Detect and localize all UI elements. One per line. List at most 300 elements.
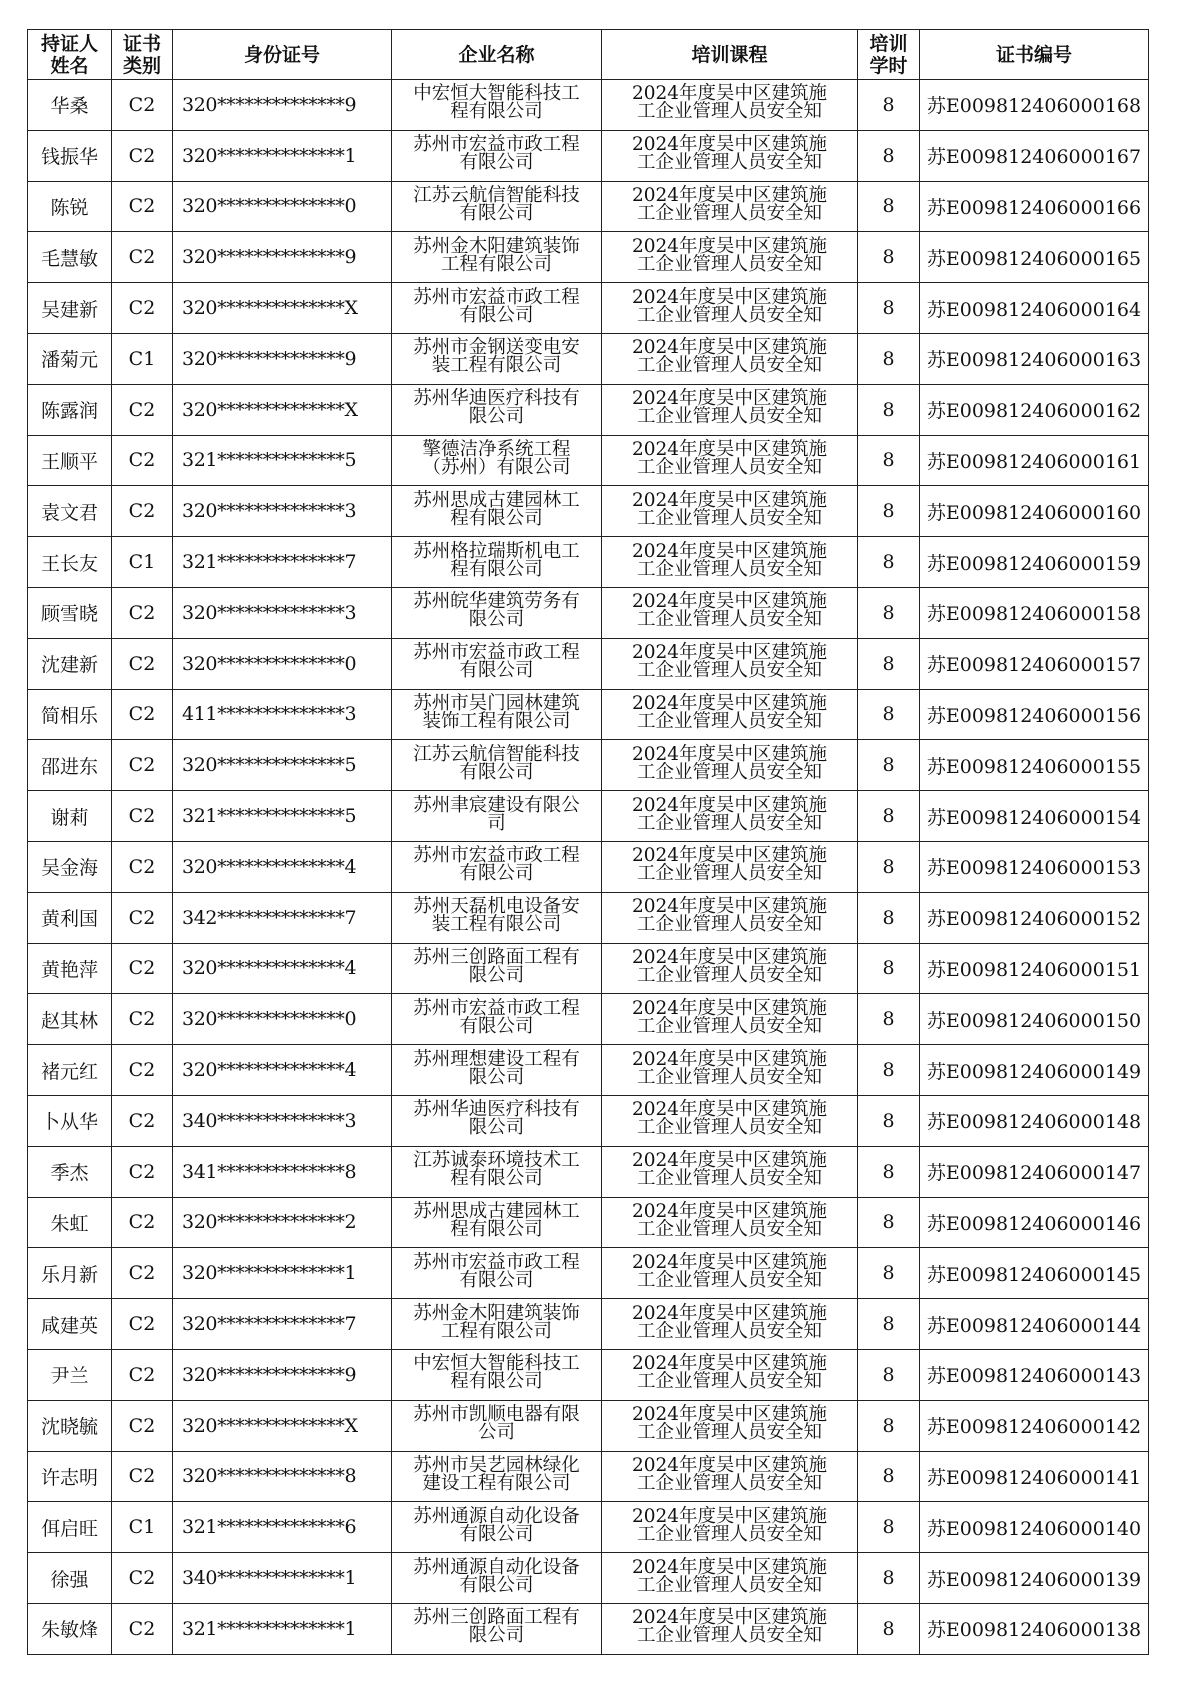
table-row xyxy=(28,1451,1149,1502)
cell-cert-number: 苏E009812406000151 xyxy=(920,943,1149,994)
cell-course xyxy=(602,486,858,537)
cell-company xyxy=(392,283,602,334)
cell-id-number: 340**************1 xyxy=(173,1553,392,1604)
cell-name: 赵其林 xyxy=(28,994,112,1045)
cell-company xyxy=(392,638,602,689)
cell-course xyxy=(602,1299,858,1350)
cell-id-number: 342**************7 xyxy=(173,892,392,943)
cell-name: 尹兰 xyxy=(28,1349,112,1400)
table-row xyxy=(28,1197,1149,1248)
course-line-2: 工企业管理人员安全知 xyxy=(636,1320,822,1342)
cell-cert-type: C2 xyxy=(112,587,173,638)
company-line-2: 限公司 xyxy=(468,964,525,986)
cell-cert-type: C2 xyxy=(112,638,173,689)
cell-cert-type: C2 xyxy=(112,1248,173,1299)
cell-company xyxy=(392,80,602,131)
course-line-2: 工企业管理人员安全知 xyxy=(636,1168,822,1190)
course-line-1: 2024年度吴中区建筑施 xyxy=(631,997,828,1019)
cell-hours: 8 xyxy=(858,1146,920,1197)
table-row xyxy=(28,1146,1149,1197)
cell-cert-type: C2 xyxy=(112,130,173,181)
course-line-2: 工企业管理人员安全知 xyxy=(636,355,822,377)
cell-course xyxy=(602,892,858,943)
table-row xyxy=(28,1248,1149,1299)
course-line-2: 工企业管理人员安全知 xyxy=(636,964,822,986)
cell-company xyxy=(392,1299,602,1350)
cell-cert-type: C2 xyxy=(112,1400,173,1451)
company-line-2: 公司 xyxy=(477,1422,515,1444)
cell-name: 简相乐 xyxy=(28,689,112,740)
course-line-1: 2024年度吴中区建筑施 xyxy=(631,184,828,206)
cell-id-number: 321**************6 xyxy=(173,1502,392,1553)
cell-company xyxy=(392,1349,602,1400)
cell-id-number: 320**************0 xyxy=(173,994,392,1045)
cell-cert-type: C2 xyxy=(112,283,173,334)
cell-company xyxy=(392,1248,602,1299)
company-line-2: 限公司 xyxy=(468,609,525,631)
table-row xyxy=(28,486,1149,537)
cell-cert-type: C2 xyxy=(112,791,173,842)
company-line-2: 工程有限公司 xyxy=(440,1320,552,1342)
table-row xyxy=(28,791,1149,842)
cell-id-number: 320**************1 xyxy=(173,1248,392,1299)
cell-hours: 8 xyxy=(858,130,920,181)
cell-id-number: 320**************9 xyxy=(173,80,392,131)
course-line-1: 2024年度吴中区建筑施 xyxy=(631,1048,828,1070)
cell-course xyxy=(602,841,858,892)
cell-id-number: 321**************1 xyxy=(173,1603,392,1654)
cell-name: 咸建英 xyxy=(28,1299,112,1350)
cell-company xyxy=(392,1146,602,1197)
cell-company xyxy=(392,486,602,537)
company-line-1: 苏州金木阳建筑装饰 xyxy=(413,1302,580,1324)
company-line-2: 程有限公司 xyxy=(450,558,543,580)
course-line-1: 2024年度吴中区建筑施 xyxy=(631,794,828,816)
course-line-1: 2024年度吴中区建筑施 xyxy=(631,845,828,867)
cell-course xyxy=(602,740,858,791)
cell-name: 吴建新 xyxy=(28,283,112,334)
company-line-1: 苏州市宏益市政工程 xyxy=(413,134,580,156)
company-line-1: 苏州聿宸建设有限公 xyxy=(413,794,580,816)
cell-id-number: 320**************0 xyxy=(173,181,392,232)
cell-cert-number: 苏E009812406000152 xyxy=(920,892,1149,943)
course-line-1: 2024年度吴中区建筑施 xyxy=(631,438,828,460)
table-body xyxy=(28,80,1149,1655)
company-line-1: 苏州市宏益市政工程 xyxy=(413,642,580,664)
cell-id-number: 320**************8 xyxy=(173,1451,392,1502)
course-line-1: 2024年度吴中区建筑施 xyxy=(631,1150,828,1172)
company-line-2: 装工程有限公司 xyxy=(431,355,562,377)
table-row xyxy=(28,537,1149,588)
cell-cert-number: 苏E009812406000142 xyxy=(920,1400,1149,1451)
course-line-2: 工企业管理人员安全知 xyxy=(636,1472,822,1494)
cell-company xyxy=(392,1400,602,1451)
company-line-2: 限公司 xyxy=(468,1117,525,1139)
cell-cert-number: 苏E009812406000164 xyxy=(920,283,1149,334)
cell-hours: 8 xyxy=(858,232,920,283)
header-company: 企业名称 xyxy=(392,30,602,80)
table-row xyxy=(28,181,1149,232)
table-row xyxy=(28,80,1149,131)
cell-cert-type: C2 xyxy=(112,1603,173,1654)
course-line-2: 工企业管理人员安全知 xyxy=(636,507,822,529)
course-line-2: 工企业管理人员安全知 xyxy=(636,456,822,478)
header-row xyxy=(28,30,1149,80)
cell-name: 陈露润 xyxy=(28,384,112,435)
course-line-1: 2024年度吴中区建筑施 xyxy=(631,692,828,714)
cell-course xyxy=(602,333,858,384)
cell-course xyxy=(602,1248,858,1299)
cell-id-number: 320**************7 xyxy=(173,1299,392,1350)
course-line-2: 工企业管理人员安全知 xyxy=(636,812,822,834)
cell-cert-type: C2 xyxy=(112,1553,173,1604)
cell-company xyxy=(392,181,602,232)
cell-id-number: 341**************8 xyxy=(173,1146,392,1197)
cell-company xyxy=(392,943,602,994)
company-line-2: 有限公司 xyxy=(459,863,534,885)
cell-cert-number: 苏E009812406000147 xyxy=(920,1146,1149,1197)
company-line-2: 有限公司 xyxy=(459,761,534,783)
cell-cert-type: C1 xyxy=(112,537,173,588)
cell-id-number: 320**************3 xyxy=(173,486,392,537)
cell-hours: 8 xyxy=(858,1451,920,1502)
company-line-2: 装饰工程有限公司 xyxy=(422,710,571,732)
company-line-2: 有限公司 xyxy=(459,1269,534,1291)
company-line-1: 中宏恒大智能科技工 xyxy=(413,1353,580,1375)
cell-hours: 8 xyxy=(858,1400,920,1451)
company-line-2: 有限公司 xyxy=(459,1574,534,1596)
cell-course xyxy=(602,1095,858,1146)
cell-cert-number: 苏E009812406000167 xyxy=(920,130,1149,181)
company-line-2: 有限公司 xyxy=(459,152,534,174)
cell-cert-number: 苏E009812406000163 xyxy=(920,333,1149,384)
cell-hours: 8 xyxy=(858,740,920,791)
course-line-2: 工企业管理人员安全知 xyxy=(636,761,822,783)
course-line-1: 2024年度吴中区建筑施 xyxy=(631,1505,828,1527)
cell-course xyxy=(602,1349,858,1400)
header-name: 持证人 姓名 xyxy=(28,30,112,80)
company-line-1: 苏州市凯顺电器有限 xyxy=(413,1404,580,1426)
course-line-1: 2024年度吴中区建筑施 xyxy=(631,896,828,918)
cell-company xyxy=(392,1045,602,1096)
table-row xyxy=(28,841,1149,892)
cell-cert-type: C2 xyxy=(112,1451,173,1502)
cell-cert-number: 苏E009812406000146 xyxy=(920,1197,1149,1248)
cell-cert-type: C2 xyxy=(112,892,173,943)
course-line-1: 2024年度吴中区建筑施 xyxy=(631,1302,828,1324)
course-line-1: 2024年度吴中区建筑施 xyxy=(631,1404,828,1426)
cell-company xyxy=(392,1197,602,1248)
course-line-2: 工企业管理人员安全知 xyxy=(636,1218,822,1240)
cell-course xyxy=(602,689,858,740)
company-line-1: 苏州华迪医疗科技有 xyxy=(413,388,580,410)
cell-course xyxy=(602,130,858,181)
course-line-2: 工企业管理人员安全知 xyxy=(636,558,822,580)
table-row xyxy=(28,1045,1149,1096)
cell-name: 谢莉 xyxy=(28,791,112,842)
cell-name: 季杰 xyxy=(28,1146,112,1197)
table-row xyxy=(28,1603,1149,1654)
cell-cert-number: 苏E009812406000145 xyxy=(920,1248,1149,1299)
cell-cert-type: C2 xyxy=(112,689,173,740)
course-line-1: 2024年度吴中区建筑施 xyxy=(631,743,828,765)
cell-hours: 8 xyxy=(858,994,920,1045)
course-line-1: 2024年度吴中区建筑施 xyxy=(631,83,828,105)
cell-id-number: 320**************5 xyxy=(173,740,392,791)
company-line-1: 苏州通源自动化设备 xyxy=(413,1556,580,1578)
cell-id-number: 320**************3 xyxy=(173,587,392,638)
course-line-2: 工企业管理人员安全知 xyxy=(636,609,822,631)
company-line-2: 装工程有限公司 xyxy=(431,914,562,936)
course-line-1: 2024年度吴中区建筑施 xyxy=(631,1353,828,1375)
company-line-2: 有限公司 xyxy=(459,202,534,224)
cell-id-number: 320**************0 xyxy=(173,638,392,689)
cell-name: 徐强 xyxy=(28,1553,112,1604)
company-line-1: 苏州格拉瑞斯机电工 xyxy=(413,540,580,562)
cell-name: 陈锐 xyxy=(28,181,112,232)
course-line-2: 工企业管理人员安全知 xyxy=(636,1015,822,1037)
company-line-1: 苏州市金钢送变电安 xyxy=(413,337,580,359)
table-row xyxy=(28,1299,1149,1350)
cell-hours: 8 xyxy=(858,587,920,638)
cell-course xyxy=(602,181,858,232)
company-line-1: 苏州市吴门园林建筑 xyxy=(413,692,580,714)
cell-course xyxy=(602,1502,858,1553)
company-line-2: 有限公司 xyxy=(459,1015,534,1037)
cell-id-number: 321**************7 xyxy=(173,537,392,588)
cell-company xyxy=(392,994,602,1045)
course-line-1: 2024年度吴中区建筑施 xyxy=(631,134,828,156)
course-line-2: 工企业管理人员安全知 xyxy=(636,914,822,936)
cell-course xyxy=(602,1146,858,1197)
table-row xyxy=(28,435,1149,486)
cell-cert-number: 苏E009812406000162 xyxy=(920,384,1149,435)
cell-name: 黄利国 xyxy=(28,892,112,943)
table-row xyxy=(28,283,1149,334)
company-line-1: 擎德洁净系统工程 xyxy=(422,438,571,460)
company-line-2: 有限公司 xyxy=(459,304,534,326)
cell-cert-type: C2 xyxy=(112,384,173,435)
cell-cert-type: C2 xyxy=(112,1045,173,1096)
cell-name: 褚元红 xyxy=(28,1045,112,1096)
table-row xyxy=(28,1553,1149,1604)
table-row xyxy=(28,689,1149,740)
table-row xyxy=(28,333,1149,384)
company-line-1: 江苏诚泰环境技术工 xyxy=(413,1150,580,1172)
header-course: 培训课程 xyxy=(602,30,858,80)
course-line-2: 工企业管理人员安全知 xyxy=(636,1066,822,1088)
cell-name: 朱虹 xyxy=(28,1197,112,1248)
cell-company xyxy=(392,587,602,638)
cell-hours: 8 xyxy=(858,892,920,943)
header-id-number: 身份证号 xyxy=(173,30,392,80)
cell-id-number: 320**************9 xyxy=(173,232,392,283)
course-line-2: 工企业管理人员安全知 xyxy=(636,660,822,682)
cell-name: 袁文君 xyxy=(28,486,112,537)
course-line-1: 2024年度吴中区建筑施 xyxy=(631,489,828,511)
course-line-2: 工企业管理人员安全知 xyxy=(636,1574,822,1596)
cell-cert-type: C2 xyxy=(112,943,173,994)
course-line-2: 工企业管理人员安全知 xyxy=(636,710,822,732)
cell-company xyxy=(392,333,602,384)
cell-company xyxy=(392,384,602,435)
cell-course xyxy=(602,537,858,588)
cell-course xyxy=(602,1553,858,1604)
cell-name: 毛慧敏 xyxy=(28,232,112,283)
header-cert-type: 证书 类别 xyxy=(112,30,173,80)
cell-hours: 8 xyxy=(858,537,920,588)
certificate-table xyxy=(27,29,1149,1655)
cell-cert-number: 苏E009812406000168 xyxy=(920,80,1149,131)
company-line-2: 程有限公司 xyxy=(450,101,543,123)
company-line-2: 限公司 xyxy=(468,406,525,428)
cell-company xyxy=(392,232,602,283)
cell-cert-type: C2 xyxy=(112,181,173,232)
course-line-1: 2024年度吴中区建筑施 xyxy=(631,1251,828,1273)
company-line-2: 程有限公司 xyxy=(450,1168,543,1190)
table-row xyxy=(28,638,1149,689)
cell-course xyxy=(602,384,858,435)
cell-course xyxy=(602,943,858,994)
course-line-2: 工企业管理人员安全知 xyxy=(636,202,822,224)
table-row xyxy=(28,384,1149,435)
cell-course xyxy=(602,1400,858,1451)
cell-name: 沈建新 xyxy=(28,638,112,689)
cell-cert-type: C2 xyxy=(112,1146,173,1197)
cell-hours: 8 xyxy=(858,943,920,994)
cell-cert-number: 苏E009812406000141 xyxy=(920,1451,1149,1502)
header-cert-number: 证书编号 xyxy=(920,30,1149,80)
cell-name: 乐月新 xyxy=(28,1248,112,1299)
cell-hours: 8 xyxy=(858,638,920,689)
course-line-1: 2024年度吴中区建筑施 xyxy=(631,591,828,613)
course-line-2: 工企业管理人员安全知 xyxy=(636,406,822,428)
course-line-2: 工企业管理人员安全知 xyxy=(636,1422,822,1444)
course-line-2: 工企业管理人员安全知 xyxy=(636,1269,822,1291)
table-row xyxy=(28,740,1149,791)
cell-name: 朱敏烽 xyxy=(28,1603,112,1654)
cell-course xyxy=(602,283,858,334)
cell-cert-number: 苏E009812406000156 xyxy=(920,689,1149,740)
company-line-2: 司 xyxy=(487,812,506,834)
course-line-2: 工企业管理人员安全知 xyxy=(636,1117,822,1139)
company-line-2: 限公司 xyxy=(468,1066,525,1088)
company-line-1: 苏州思成古建园林工 xyxy=(413,1200,580,1222)
cell-hours: 8 xyxy=(858,486,920,537)
cell-cert-type: C2 xyxy=(112,80,173,131)
cell-cert-type: C1 xyxy=(112,333,173,384)
cell-cert-number: 苏E009812406000138 xyxy=(920,1603,1149,1654)
cell-cert-number: 苏E009812406000161 xyxy=(920,435,1149,486)
table-row xyxy=(28,1502,1149,1553)
table-row xyxy=(28,994,1149,1045)
cell-company xyxy=(392,537,602,588)
cell-company xyxy=(392,1553,602,1604)
company-line-1: 江苏云航信智能科技 xyxy=(413,184,580,206)
table-row xyxy=(28,130,1149,181)
cell-id-number: 320**************X xyxy=(173,1400,392,1451)
cell-company xyxy=(392,130,602,181)
cell-company xyxy=(392,689,602,740)
cell-course xyxy=(602,435,858,486)
course-line-1: 2024年度吴中区建筑施 xyxy=(631,1454,828,1476)
cell-name: 沈晓毓 xyxy=(28,1400,112,1451)
cell-cert-number: 苏E009812406000158 xyxy=(920,587,1149,638)
course-line-1: 2024年度吴中区建筑施 xyxy=(631,235,828,257)
header-hours: 培训 学时 xyxy=(858,30,920,80)
course-line-2: 工企业管理人员安全知 xyxy=(636,152,822,174)
cell-cert-number: 苏E009812406000144 xyxy=(920,1299,1149,1350)
cell-cert-number: 苏E009812406000143 xyxy=(920,1349,1149,1400)
cell-hours: 8 xyxy=(858,1197,920,1248)
cell-name: 王顺平 xyxy=(28,435,112,486)
company-line-1: 苏州三创路面工程有 xyxy=(413,1607,580,1629)
company-line-1: 苏州天磊机电设备安 xyxy=(413,896,580,918)
cell-name: 吴金海 xyxy=(28,841,112,892)
company-line-2: 程有限公司 xyxy=(450,1218,543,1240)
cell-name: 邵进东 xyxy=(28,740,112,791)
cell-cert-number: 苏E009812406000160 xyxy=(920,486,1149,537)
company-line-2: 程有限公司 xyxy=(450,1371,543,1393)
company-line-2: （苏州）有限公司 xyxy=(422,456,571,478)
company-line-1: 苏州金木阳建筑装饰 xyxy=(413,235,580,257)
company-line-1: 苏州理想建设工程有 xyxy=(413,1048,580,1070)
company-line-2: 建设工程有限公司 xyxy=(422,1472,571,1494)
company-line-1: 苏州华迪医疗科技有 xyxy=(413,1099,580,1121)
course-line-2: 工企业管理人员安全知 xyxy=(636,304,822,326)
cell-id-number: 321**************5 xyxy=(173,791,392,842)
company-line-1: 苏州通源自动化设备 xyxy=(413,1505,580,1527)
cell-cert-number: 苏E009812406000155 xyxy=(920,740,1149,791)
company-line-2: 工程有限公司 xyxy=(440,253,552,275)
cell-cert-number: 苏E009812406000148 xyxy=(920,1095,1149,1146)
table-row xyxy=(28,232,1149,283)
cell-hours: 8 xyxy=(858,1603,920,1654)
cell-cert-type: C2 xyxy=(112,1299,173,1350)
cell-id-number: 340**************3 xyxy=(173,1095,392,1146)
course-line-1: 2024年度吴中区建筑施 xyxy=(631,1556,828,1578)
cell-company xyxy=(392,1451,602,1502)
cell-cert-type: C2 xyxy=(112,1349,173,1400)
cell-hours: 8 xyxy=(858,791,920,842)
cell-cert-number: 苏E009812406000154 xyxy=(920,791,1149,842)
cell-company xyxy=(392,1603,602,1654)
cell-id-number: 321**************5 xyxy=(173,435,392,486)
cell-hours: 8 xyxy=(858,435,920,486)
cell-course xyxy=(602,1045,858,1096)
cell-course xyxy=(602,994,858,1045)
company-line-2: 有限公司 xyxy=(459,1523,534,1545)
cell-id-number: 320**************X xyxy=(173,384,392,435)
company-line-1: 苏州三创路面工程有 xyxy=(413,946,580,968)
course-line-1: 2024年度吴中区建筑施 xyxy=(631,388,828,410)
course-line-2: 工企业管理人员安全知 xyxy=(636,101,822,123)
cell-hours: 8 xyxy=(858,1299,920,1350)
course-line-2: 工企业管理人员安全知 xyxy=(636,863,822,885)
cell-id-number: 320**************4 xyxy=(173,943,392,994)
cell-cert-number: 苏E009812406000153 xyxy=(920,841,1149,892)
cell-course xyxy=(602,1451,858,1502)
cell-hours: 8 xyxy=(858,283,920,334)
course-line-2: 工企业管理人员安全知 xyxy=(636,253,822,275)
cell-hours: 8 xyxy=(858,1095,920,1146)
cell-cert-type: C1 xyxy=(112,1502,173,1553)
cell-name: 许志明 xyxy=(28,1451,112,1502)
company-line-2: 程有限公司 xyxy=(450,507,543,529)
table-row xyxy=(28,943,1149,994)
cell-course xyxy=(602,791,858,842)
cell-hours: 8 xyxy=(858,384,920,435)
